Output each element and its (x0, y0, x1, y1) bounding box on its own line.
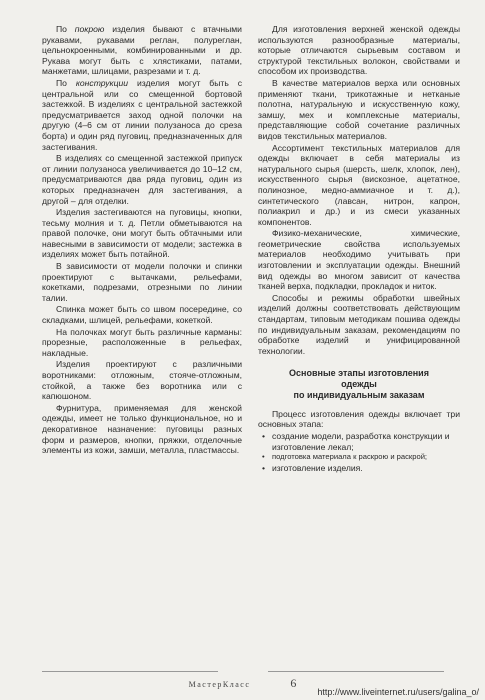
paragraph: По конструкции изделия могут быть с центральной или со смещенной бортовой застежкой. В изделиях с центральной застежкой предусматривается заход одной полочки на другую (4–6 см от линии полузаноса до среза борта) и один ряд пуговиц, предназначенных для застегивания. (42, 77, 242, 152)
paragraph: Изделия застегиваются на пуговицы, кнопки, тесьму молния и т. д. Петли обметываются на правой полочке, они могут быть обтачными или навесными в зависимости от модели; застежка в изделиях может быть потайной. (42, 207, 242, 260)
page-number: 6 (290, 676, 297, 690)
paragraph: По покрою изделия бывают с втачными рукавами, рукавами реглан, полуреглан, цельнокроенными, комбинированными и др. Рукава могут быть с хлястиками, патами, манжетами, шлицами, разрезами и т. д. (42, 24, 242, 77)
paragraph: В зависимости от модели полочки и спинки проектируют с вытачками, рельефами, кокетками, подрезами, отрезными по линии талии. (42, 261, 242, 303)
paragraph: Для изготовления верхней женской одежды используются разнообразные материалы, которые отличаются сырьевым составом и структурой текстильных волокон, свойствами и способом их производства. (258, 24, 460, 77)
footer-rule-right (268, 671, 444, 672)
list-item: • создание модели, разработка конструкции и изготовление лекал; (262, 431, 460, 452)
heading-line: по индивидуальным заказам (293, 390, 425, 400)
paragraph: Ассортимент текстильных материалов для одежды включает в себя материалы из натурального сырья (шерсть, шелк, хлопок, лен), искусственного сырья (вискозное, ацетатное, полинозное, медно-аммиачное и т. д.), синтетического (лавсан, нитрон, капрон, полиакрил и др.) и из смеси указанных компонентов. (258, 142, 460, 227)
heading-line: Основные этапы изготовления (289, 368, 429, 379)
magazine-brand: МастерКласс (188, 680, 251, 689)
paragraph: В качестве материалов верха или основных применяют ткани, трикотажные и нетканые полотна, натуральную и искусственную кожу, замшу, мех и комплексные материалы, представляющие собой сочетание различных видов текстильных материалов. (258, 77, 460, 141)
paragraph: Фурнитура, применяемая для женской одежды, имеет не только функциональное, но и декоративное назначение: пуговицы разных форм и размеров, кнопки, пряжки, отделочные элементы из кожи, замши, металла, пластмассы. (42, 402, 242, 456)
paragraph: В изделиях со смещенной застежкой припуск от линии полузаноса увеличивается до 10–12 см, предусматриваются два ряда пуговиц, один из которых предназначен для застегивания, а другой – для отделки. (42, 153, 242, 206)
paragraph: Способы и режимы обработки швейных изделий должны соответствовать действующим стандартам, типовым методикам пошива одежды по индивидуальным заказам, рекомендациям по обработке изделий и унифицированной технологии. (258, 292, 460, 356)
footer-rule-left (42, 671, 218, 672)
list-item: • подготовка материала к раскрою и раскрой; (262, 452, 460, 463)
source-watermark: http://www.liveinternet.ru/users/galina_o/ (317, 687, 479, 697)
steps-list (258, 431, 460, 473)
paragraph: Спинка может быть со швом посередине, со складками, шлицей, рельефами, кокеткой. (42, 304, 242, 326)
paragraph: Процесс изготовления одежды включает три основных этапа: (258, 408, 460, 430)
left-column (42, 24, 242, 457)
paragraph: На полочках могут быть различные карманы: прорезные, расположенные в рельефах, накладные. (42, 326, 242, 358)
paragraph: Изделия проектируют с различными воротниками: отложным, стояче-отложным, стойкой, а также без воротника или с капюшоном. (42, 359, 242, 402)
paragraph: Физико-механические, химические, геометрические свойства используемых материалов необходимо учитывать при изготовлении и эксплуатации одежды. Внешний вид одежды во многом зависит от качества тканей верха, подкладки, прокладок и ниток. (258, 228, 460, 292)
section-heading (258, 368, 460, 400)
right-column (258, 24, 460, 473)
heading-line: одежды (341, 379, 377, 390)
list-item: • изготовление изделия. (262, 463, 460, 474)
bleed-through-text (258, 530, 260, 540)
